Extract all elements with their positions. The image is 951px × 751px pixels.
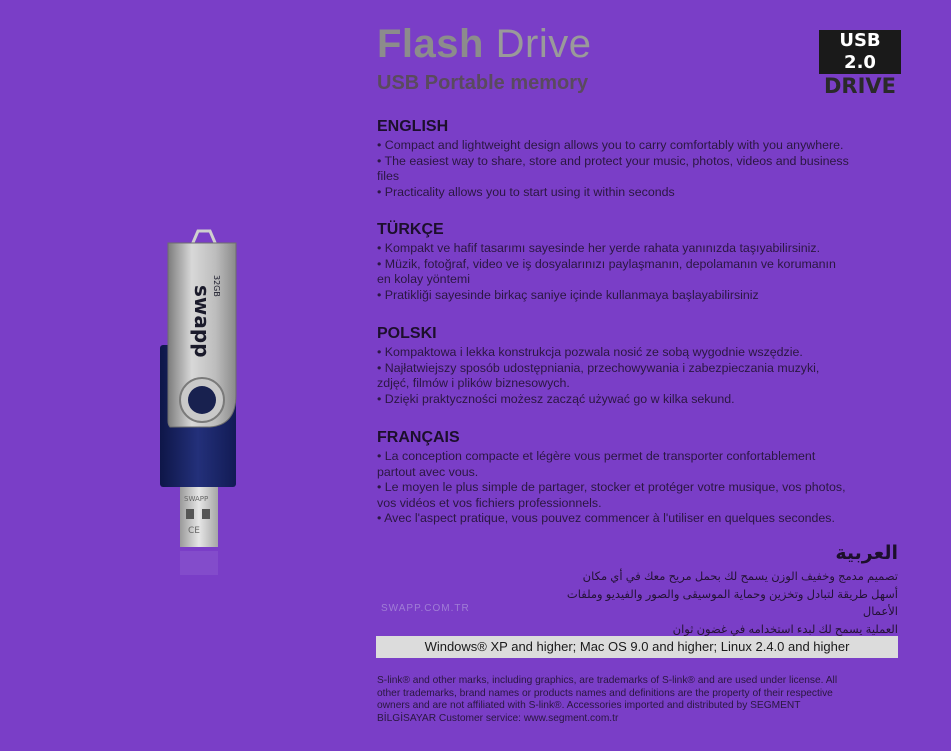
section-line: en kolay yöntemi (377, 272, 470, 286)
page-subtitle: USB Portable memory (377, 72, 589, 94)
usb-drive-image (140, 225, 270, 585)
title-light: Drive (495, 22, 592, 66)
page-title (377, 22, 591, 67)
badge-line1: USB 2.0 (819, 30, 901, 74)
section-line: • Najłatwiejszy sposób udostępniania, przechowywania i zabezpieczania muzyki, (377, 360, 820, 375)
section-line: • La conception compacte et légère vous permet de transporter confortablement (377, 449, 816, 463)
svg-text:CE: CE (188, 526, 200, 536)
section-line: تصميم مدمج وخفيف الوزن يسمح لك بحمل مريح معك في أي مكان (582, 571, 898, 583)
website-text: SWAPP.COM.TR (381, 603, 470, 614)
legal-line: BİLGİSAYAR Customer service: www.segment.com.tr (377, 712, 619, 724)
section-heading: TÜRKÇE (377, 221, 444, 238)
compatibility-bar: Windows® XP and higher; Mac OS 9.0 and higher; Linux 2.4.0 and higher (376, 636, 898, 658)
section-line: • Müzik, fotoğraf, video ve iş dosyalarınızı paylaşmanın, depolamanın ve korumanın (377, 256, 836, 271)
section-line: • Practicality allows you to start using it within seconds (377, 184, 675, 199)
section-line: • Compact and lightweight design allows you to carry comfortably with you anywhere. (377, 138, 844, 152)
usb-capacity-text: 32GB (212, 275, 221, 297)
section-line: • Kompakt ve hafif tasarımı sayesinde her yerde rahata yanınızda taşıyabilirsiniz. (377, 241, 821, 255)
section-polish (377, 325, 907, 407)
section-line: vos vidéos et vos fichiers professionnels. (377, 495, 602, 510)
section-line: • Pratikliği sayesinde birkaç saniye içinde kullanmaya başlayabilirsiniz (377, 287, 759, 302)
section-line: • Dzięki praktyczności możesz zacząć używać go w kilka sekund. (377, 391, 735, 406)
section-line: partout avec vous. (377, 464, 479, 479)
section-line: أسهل طريقة لتبادل وتخزين وحماية الموسيقى والصور والفيديو وملفات الأعمال (566, 588, 898, 618)
legal-line: owners and are not affiliated with S-link®. Accessories imported and distributed by SEGMENT (377, 700, 801, 711)
plug-brand-text: SWAPP (184, 495, 209, 503)
section-line: zdjęć, filmów i plików biznesowych. (377, 376, 570, 390)
section-line: • The easiest way to share, store and protect your music, photos, videos and business (377, 153, 849, 168)
section-arabic (560, 542, 898, 639)
section-heading: FRANÇAIS (377, 429, 460, 446)
usb-brand-text: swapp (190, 285, 214, 358)
section-line: • Avec l'aspect pratique, vous pouvez commencer à l'utiliser en quelques secondes. (377, 511, 835, 525)
legal-text (377, 675, 902, 725)
badge-line2: DRIVE (823, 74, 896, 98)
section-turkish (377, 221, 907, 303)
section-english (377, 118, 907, 200)
section-french (377, 429, 907, 527)
usb-version-badge (819, 30, 901, 98)
section-line: العملية يسمح لك لبدء استخدامه في غضون ثوان (672, 623, 898, 636)
legal-line: S-link® and other marks, including graphics, are trademarks of S-link® and are used under license. All (377, 675, 838, 686)
section-line: files (377, 169, 400, 183)
legal-line: other trademarks, brand names or products names and definitions are the property of their respective (377, 687, 833, 699)
section-heading: ENGLISH (377, 118, 449, 135)
section-heading: العربية (835, 543, 898, 564)
title-bold: Flash (377, 22, 484, 66)
section-line: • Le moyen le plus simple de partager, stocker et protéger votre musique, vos photos, (377, 480, 846, 494)
section-line: • Kompaktowa i lekka konstrukcja pozwala nosić ze sobą wygodnie wszędzie. (377, 345, 803, 359)
section-heading: POLSKI (377, 325, 437, 342)
